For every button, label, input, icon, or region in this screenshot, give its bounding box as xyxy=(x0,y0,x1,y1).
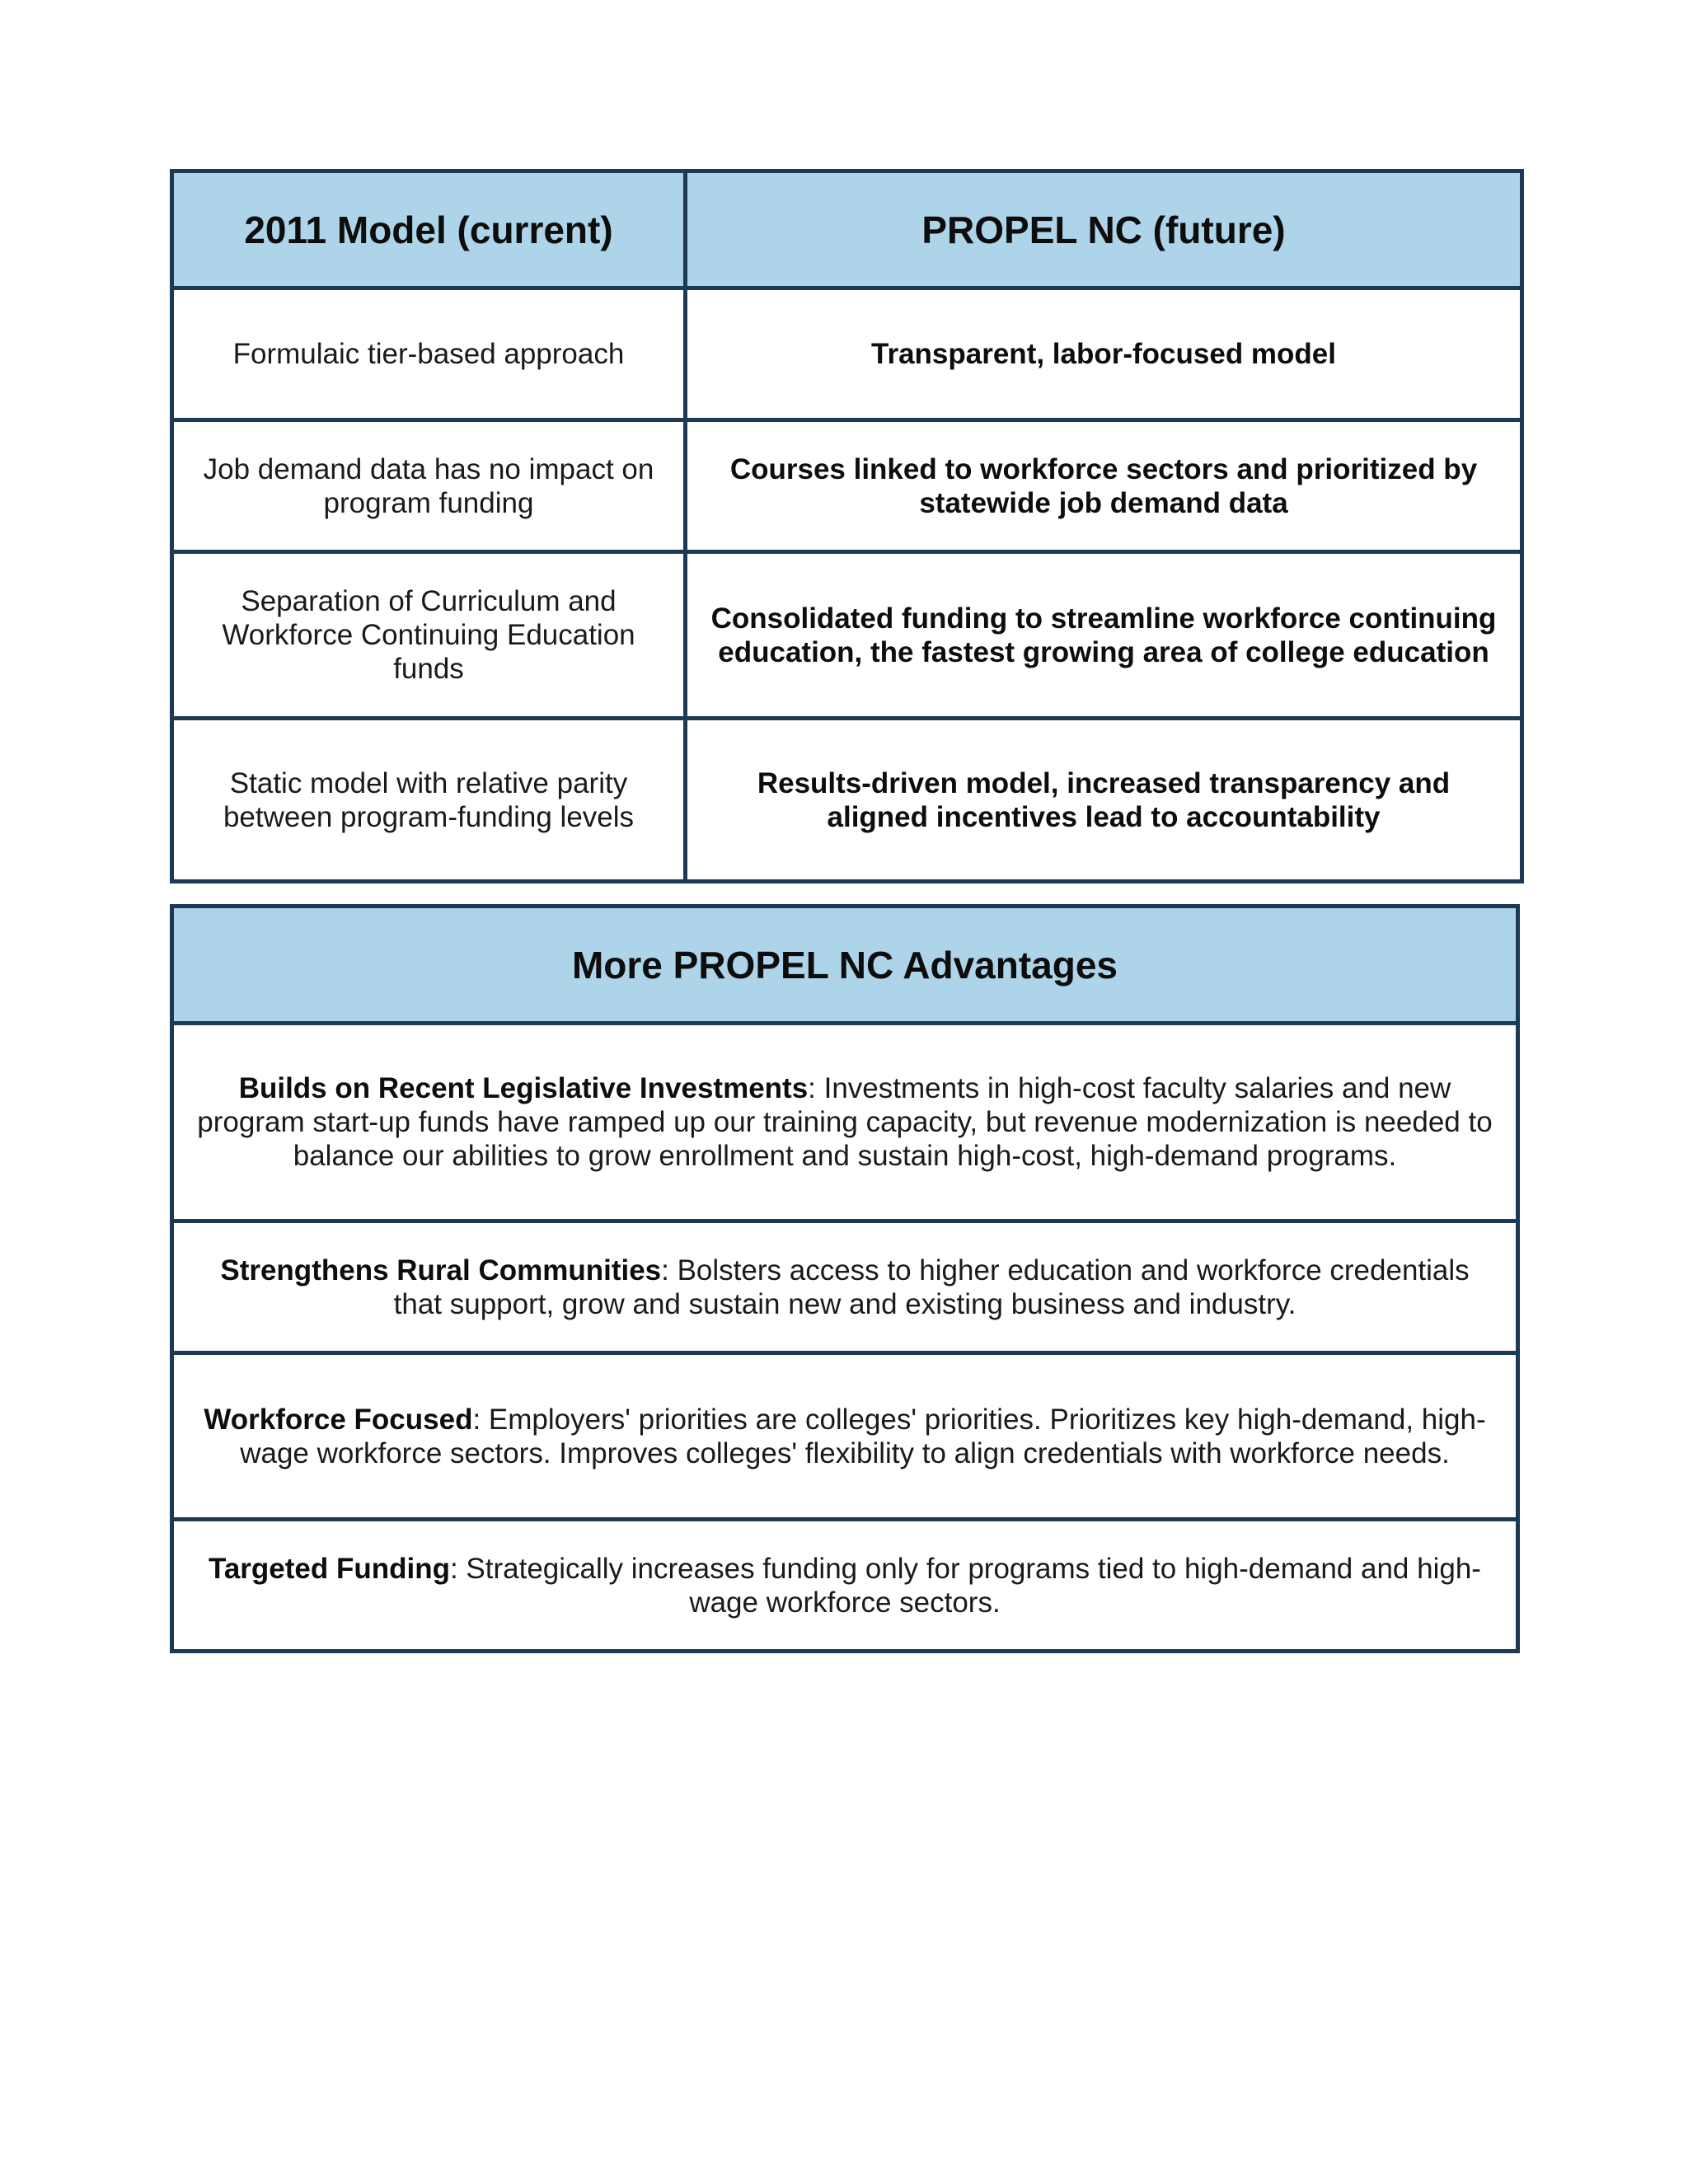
advantage-heading: Strengthens Rural Communities xyxy=(220,1254,662,1286)
advantage-text: : Investments in high-cost faculty salaries and new program start-up funds have ramped up our training capacity, but revenue modernization is needed to balance our abilities to grow enrollment and sustain high-cost, high-demand programs. xyxy=(197,1072,1493,1172)
advantage-row xyxy=(172,1024,1518,1221)
advantages-title: More PROPEL NC Advantages xyxy=(172,907,1518,1024)
current-model-cell: Job demand data has no impact on program funding xyxy=(172,420,686,552)
advantage-heading: Workforce Focused xyxy=(204,1403,473,1436)
advantages-table xyxy=(170,904,1520,1653)
advantage-cell xyxy=(172,1221,1518,1353)
advantage-text: : Employers' priorities are colleges' priorities. Prioritizes key high-demand, high-wage workforce sectors. Improves colleges' flexibility to align credentials with workforce needs. xyxy=(240,1403,1486,1469)
advantage-cell xyxy=(172,1353,1518,1520)
advantage-row xyxy=(172,1221,1518,1353)
advantage-row xyxy=(172,1353,1518,1520)
current-model-cell: Separation of Curriculum and Workforce Continuing Education funds xyxy=(172,552,686,719)
future-model-cell: Courses linked to workforce sectors and prioritized by statewide job demand data xyxy=(686,420,1522,552)
advantage-row xyxy=(172,1520,1518,1652)
comparison-table xyxy=(170,169,1524,883)
future-model-cell: Transparent, labor-focused model xyxy=(686,288,1522,420)
advantage-text: : Bolsters access to higher education and workforce credentials that support, grow and sustain new and existing business and industry. xyxy=(393,1254,1470,1320)
future-model-header: PROPEL NC (future) xyxy=(686,171,1522,288)
advantage-heading: Targeted Funding xyxy=(209,1552,450,1585)
comparison-header-row xyxy=(172,171,1522,288)
advantage-text: : Strategically increases funding only for programs tied to high-demand and high-wage workforce sectors. xyxy=(449,1552,1481,1619)
advantage-cell xyxy=(172,1024,1518,1221)
advantage-heading: Builds on Recent Legislative Investments xyxy=(238,1072,809,1104)
comparison-row xyxy=(172,288,1522,420)
advantages-header-row xyxy=(172,907,1518,1024)
advantage-cell xyxy=(172,1520,1518,1652)
comparison-row xyxy=(172,552,1522,719)
current-model-header: 2011 Model (current) xyxy=(172,171,686,288)
comparison-row xyxy=(172,719,1522,882)
current-model-cell: Formulaic tier-based approach xyxy=(172,288,686,420)
comparison-row xyxy=(172,420,1522,552)
future-model-cell: Results-driven model, increased transparency and aligned incentives lead to accountability xyxy=(686,719,1522,882)
future-model-cell: Consolidated funding to streamline workforce continuing education, the fastest growing area of college education xyxy=(686,552,1522,719)
current-model-cell: Static model with relative parity between program-funding levels xyxy=(172,719,686,882)
